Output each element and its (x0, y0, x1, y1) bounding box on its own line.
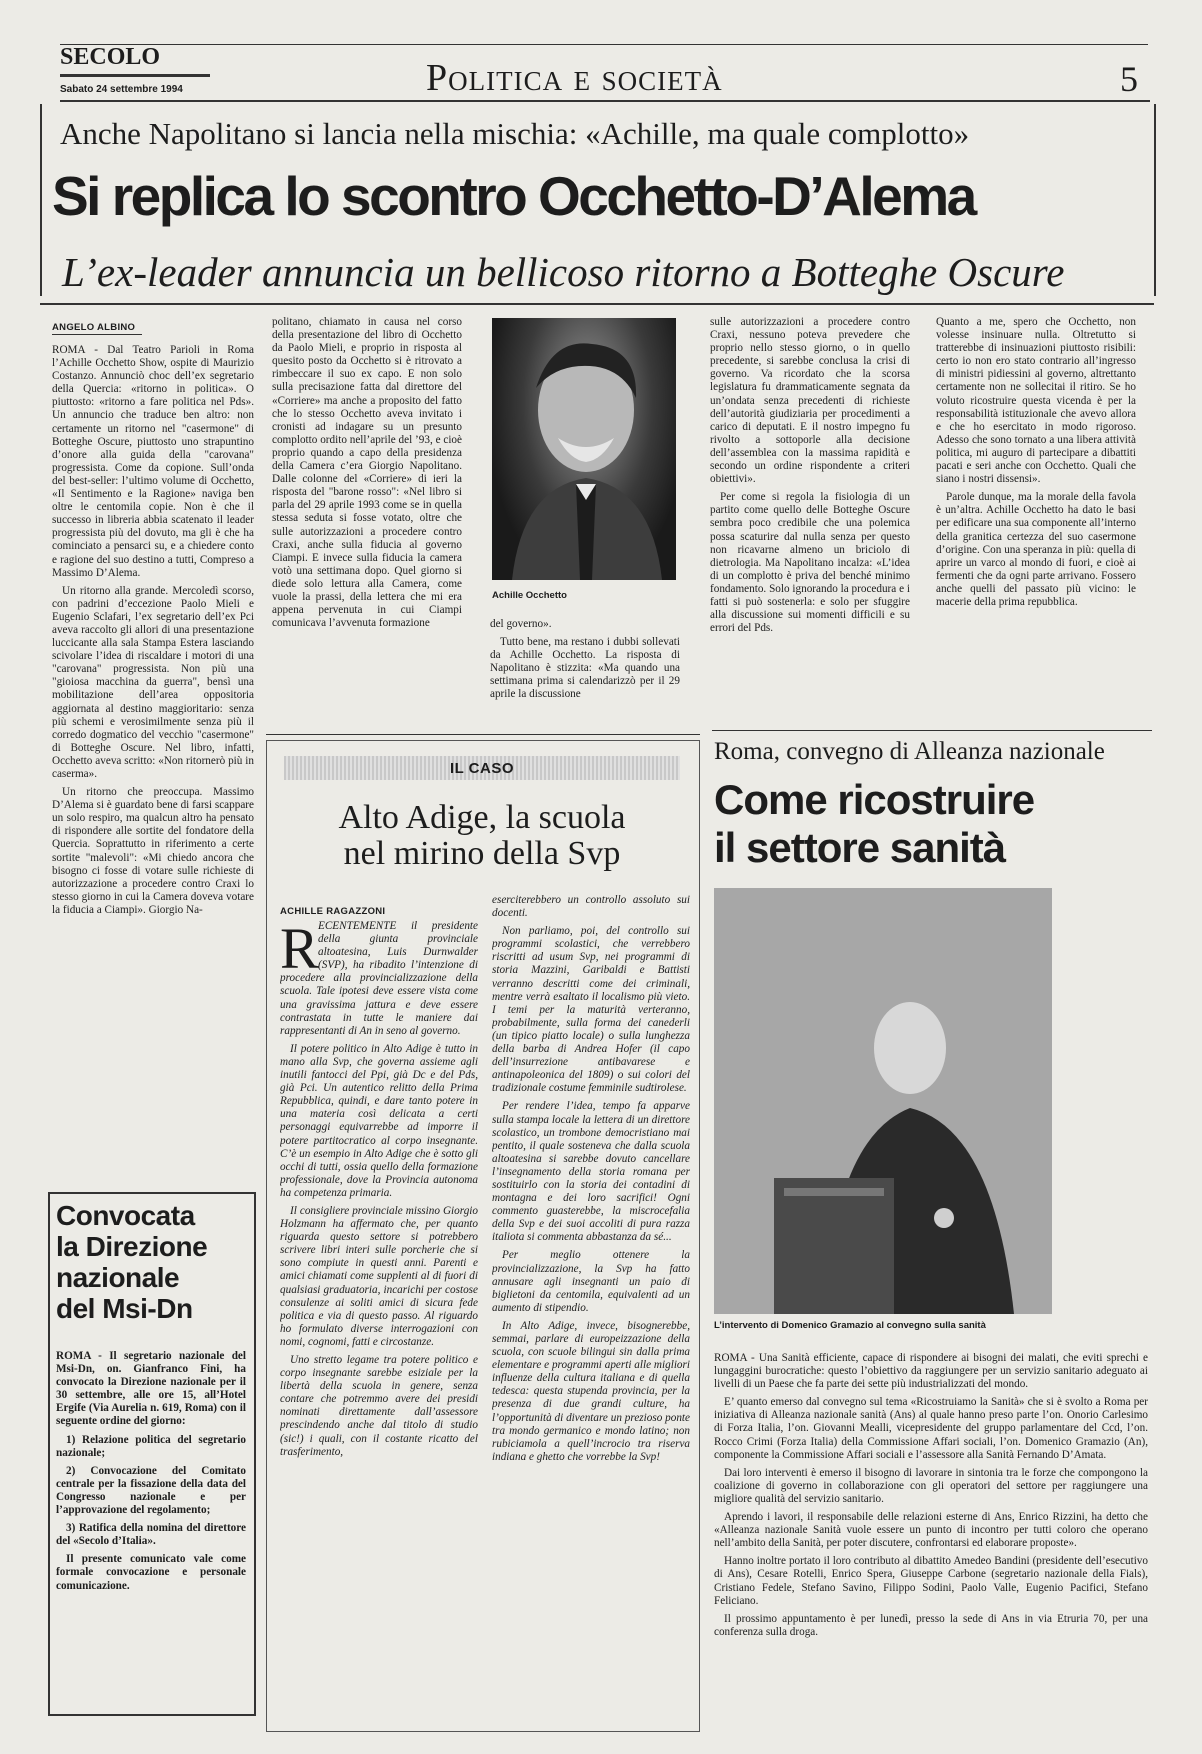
paper-name-underline (60, 74, 210, 77)
paragraph: Tutto bene, ma restano i dubbi sollevati da Achille Occhetto. La risposta di Napolitano è stizzita: «Ma quando una settimana prima si calendarizzò per il 29 aprile la discussione (490, 636, 680, 701)
page-number: 5 (1120, 59, 1138, 99)
main-headline: Si replica lo scontro Occhetto-D’Alema (52, 165, 975, 227)
msi-headline-line-3: nazionale (56, 1262, 180, 1293)
msi-headline-line-4: del Msi-Dn (56, 1293, 193, 1324)
paragraph: Dai loro interventi è emerso il bisogno di lavorare in sintonia tra le forze che compongono la coalizione di governo in collaborazione con gli operatori del settore per raggiungere una migliore qualità del servizio sanitario. (714, 1466, 1148, 1505)
issue-date: Sabato 24 settembre 1994 (60, 84, 183, 95)
paragraph: Per come si regola la fisiologia di un partito come quello delle Botteghe Oscure sembra poco credibile che una polemica possa scaturire dal nulla senza per questo non ricavarne almeno un briciolo di dietrologia. Ma Napolitano incalza: «L’idea di un complotto è priva del benché minimo fondamento. Solo ignorando la procedura e i fatti si può sostenerla: e solo per sfuggire alla discussione sui momenti difficili e su errori del Pds. (710, 491, 910, 635)
occhetto-caption: Achille Occhetto (492, 590, 567, 601)
msi-headline (56, 1200, 248, 1324)
caso-headline-line-1: Alto Adige, la scuola (338, 799, 626, 836)
msi-body (56, 1350, 246, 1704)
paper-name: SECOLO (60, 44, 161, 70)
main-subhead: L’ex-leader annuncia un bellicoso ritorno a Botteghe Oscure (62, 249, 1065, 295)
masthead-bottom-rule (60, 100, 1150, 102)
paragraph: sulle autorizzazioni a procedere contro Craxi, nessuno poteva prevedere che proprio nello stesso giorno, o in quello precedente, si sarebbe conclusa la crisi di governo. Va ricordato che la scorsa legislatura fu drammaticamente segnata da un’ondata senza precedenti di richieste dell’autorità giudiziaria per procedimenti a carico di deputati. E il nostro impegno fu rivolto a sottoporle alla decisione dell’assemblea con la massima rapidità e secondo un ordine rispondente a criteri obiettivi». (710, 316, 910, 486)
main-column-1 (52, 344, 254, 1016)
paragraph: Aprendo i lavori, il responsabile delle relazioni esterne di Ans, Enrico Rizzini, ha detto che «Alleanza nazionale Sanità vuole essere un punto di incontro per tutti coloro che operano nell’ambito della Sanità, per poter discutere, confrontarsi ed elaborare proposte». (714, 1511, 1148, 1550)
paragraph: Un ritorno alla grande. Mercoledì scorso, con padrini d’eccezione Paolo Mieli e Eugenio Sclafari, l’ex segretario dell’ex Pci aveva raccolto gli allori di una presentazione luccicante alla sala Stampa Estera lasciando scivolare l’idea di riscaldare i motori di una "carovana" progressista. Non più una "gioiosa macchina da guerra", bensì una mobilitazione dell’area oppositoria aggiornata al destino maggioritario: senza più schemi e verosimilmente senza più il corredo dogmatico del vecchio "casermone" di Botteghe Oscure. Nel libro, infatti, Occhetto aveva scritto: «Non ritornerò più in caserma». (52, 584, 254, 780)
paragraph: ROMA - Una Sanità efficiente, capace di rispondere ai bisogni dei malati, che eviti sprechi e lungaggini burocratiche: questo l’obiettivo da raggiungere per un servizio sanitario adeguato ai livelli di un Paese che fa parte dei sette più industrializzati del mondo. (714, 1352, 1148, 1391)
msi-item: Il presente comunicato vale come formale convocazione e personale comunicazione. (56, 1553, 246, 1592)
headline-rule (40, 303, 1154, 305)
msi-item: 3) Ratifica della nomina del direttore del «Secolo d’Italia». (56, 1522, 246, 1548)
portrait-illustration (492, 318, 676, 580)
msi-intro: ROMA - Il segretario nazionale del Msi-Dn, on. Gianfranco Fini, ha convocato la Direzione nazionale per il 30 settembre, alle ore 15, all’Hotel Ergife (Via Aurelia n. 619, Roma) con il seguente ordine del giorno: (56, 1350, 246, 1428)
paragraph: del governo». (490, 618, 552, 630)
paragraph: Il potere politico in Alto Adige è tutto in mano alla Svp, che governa assieme agli inutili fantocci del Ppi, già Dc e del Pds, già Pci. Un autentico relitto della Prima Repubblica, quindi, e dare tanto potere in una materia così delicata a certi personaggi equivarrebbe ad imporre il potere partitocratico al corpo insegnante. C’è un esempio in Alto Adige che è sotto gli occhi di tutti, ossia quello della formazione professionale, dove la Provincia autonoma ha competenza primaria. (280, 1042, 478, 1199)
msi-headline-line-1: Convocata (56, 1200, 195, 1231)
paragraph: Il prossimo appuntamento è per lunedì, presso la sede di Ans in via Etruria 70, per una conferenza sulla droga. (714, 1612, 1148, 1638)
paragraph: Hanno inoltre portato il loro contributo al dibattito Amedeo Bandini (presidente dell’esecutivo di Ans), Cesare Rotelli, Enrico Spera, Giuseppe Carbone (segretario nazionale della Fials), Cristiano Fedele, Stefano Savino, Filippo Sodini, Paolo Valle, Eugenio Pacifici, Stefano Feliciano. (714, 1555, 1148, 1607)
caso-headline (276, 800, 688, 872)
paragraph: Per rendere l’idea, tempo fa apparve sulla stampa locale la lettera di un direttore scolastico, un trombone democristiano mai pentito, il quale sosteneva che dalla scuola altoatesina si sarebbe dovuto cancellare l’insegnamento della storia romana per sostituirlo con la storia dei contadini di montagna e dei loro sacrifici! Ogni commento guasterebbe, la miscrocefalia della Svp e dei suoi accoliti di pura razza italiota si commenta abbastanza da sé... (492, 1100, 690, 1244)
main-column-4 (710, 316, 910, 726)
msi-headline-line-2: la Direzione (56, 1231, 208, 1262)
paragraph: ECENTEMENTE il presidente della giunta provinciale altoatesina, Luis Durnwalder (SVP), ha ribadito l’intenzione di procedere alla provincializzazione della scuola. Tale ipotesi deve essere vista come una gravissima jattura e deve essere contrastata in tutte le maniere dai rappresentanti di An in seno al governo. (280, 920, 478, 1037)
an-headline-line-1: Come ricostruire (714, 776, 1035, 823)
gramazio-photo (714, 888, 1052, 1314)
an-headline-line-2: il settore sanità (714, 824, 1006, 871)
paragraph: politano, chiamato in causa nel corso della presentazione del libro di Occhetto da Paolo Mieli, e proprio in risposta al quesito posto da Occhetto si è ritrovato a rimbeccare il suo ex capo. E non solo sulla precisazione fatta dal direttore del «Corriere» ma anche a proposito del fatto che lo stesso Occhetto aveva invitato i cronisti ad indagare su un presunto complotto ordito nell’aprile del ’93, e cioè proprio quando a capo della presidenza della Camera c’era Giorgio Napolitano. Dalle colonne del «Corriere» di ieri la risposta del "barone rosso": «Nel libro si parla del 29 aprile 1993 come se in quella stessa seduta si fosse votato, oltre che sulle autorizzazioni a procedere contro Craxi, anche sulla fiducia al governo Ciampi. E invece sulla fiducia la camera votò una settimana dopo. Quel giorno si diede solo lettura alla Camera, come vuole la prassi, della lettera che mi era appena pervenuta in cui Ciampi comunicava l’avvenuta formazione (272, 316, 462, 630)
paragraph: Per meglio ottenere la provincializzazione, la Svp ha fatto annusare agli insegnanti un paio di biglietoni da centomila, equivalenti ad un aumento di stipendio. (492, 1249, 690, 1314)
main-column-3 (490, 618, 680, 728)
main-byline: ANGELO ALBINO (52, 322, 136, 333)
paragraph: Uno stretto legame tra potere politico e corpo insegnante sarebbe esiziale per la libertà della scuola in genere, senza contare che potremmo avere dei presidi nominati direttamente dall’assessore prescindendo anche dal titolo di studio (sic!) i quali, con il costante ricatto del trasferimento, (280, 1354, 478, 1458)
occhetto-photo (492, 318, 676, 580)
an-body (714, 1352, 1148, 1724)
paragraph: Un ritorno che preoccupa. Massimo D’Alema si è guardato bene di farsi scappare un solo respiro, ma qualcun altro ha pensato di rispondere alle sortite del fondatore della Quercia. Soprattutto in riferimento a certe sortite "malevoli": «Mi chiedo ancora che bisogno ci fosse di votare sulle richieste di autorizzazione a procedere contro Craxi lo stesso giorno in cui la Camera doveva votare la fiducia a Ciampi». Giorgio Na- (52, 786, 254, 916)
caso-headline-line-2: nel mirino della Svp (343, 835, 621, 872)
convention-illustration (714, 888, 1052, 1314)
caso-label: IL CASO (449, 760, 515, 777)
paragraph: Parole dunque, ma la morale della favola è un’altra. Achille Occhetto ha dato le basi per edificare una sua componente all’interno della granitica certezza del suo casermone d’origine. Con una speranza in più: quella di aprire un varco al mondo di fuori, e cioè ai fermenti che da ogni parte arrivano. Fossero anche quelli del passato più vicino: le macerie della prima repubblica. (936, 491, 1136, 608)
main-column-5 (936, 316, 1136, 726)
an-kicker: Roma, convegno di Alleanza nazionale (714, 738, 1105, 765)
paragraph: eserciterebbero un controllo assoluto sui docenti. (492, 894, 690, 920)
main-column-2 (272, 316, 462, 726)
an-headline (714, 776, 1034, 872)
caso-byline: ACHILLE RAGAZZONI (280, 906, 386, 917)
caso-dropcap: R (280, 916, 319, 981)
paragraph: Non parliamo, poi, del controllo sui programmi scolastici, che verrebbero riscritti ad usum Svp, nei programmi di storia Mazzini, Garibaldi e Battisti verranno descritti come dei criminali, mentre verrà esaltato il localismo più vieto. I temi per la maturità verteranno, probabilmente, sulla forma dei canederli (un tipico piatto locale) o sulla lunghezza della barba di Andrea Hofer (il capo dell’insurrezione antibavarese e antinapoleonica del 1809) o sui colori del tradizionale costume femminile sudtirolese. (492, 925, 690, 1095)
caso-column-1 (280, 916, 478, 1720)
msi-item: 1) Relazione politica del segretario nazionale; (56, 1433, 246, 1459)
msi-item: 2) Convocazione del Comitato centrale per la fissazione della data del Congresso nazionale e per l’approvazione del regolamento; (56, 1464, 246, 1517)
byline-underline (52, 334, 142, 335)
caso-column-2 (492, 894, 690, 1720)
gramazio-caption: L’intervento di Domenico Gramazio al convegno sulla sanità (714, 1320, 986, 1331)
paragraph: ROMA - Dal Teatro Parioli in Roma l’Achille Occhetto Show, ospite di Maurizio Costanzo. Annunciò choc dell’ex segretario della Quercia: «ritorno in politica». O piuttosto: «ritorno a fare politica nel Pds». Un annuncio che traduce ben altro: non certamente un ritorno nel "casermone" di Botteghe Oscure, piuttosto uno strapuntino d’onore alla guida della "carovana" progressista. Come da copione. Sull’onda del best-seller: l’ultimo volume di Occhetto, «Il Sentimento e la Ragione» naviga ben oltre le centomila copie. Non è che il successo in libreria abbia scatenato il leader progressista più del dovuto, ma gli è che ha cominciato a pensarci su, e a chiedere conto e ragione del suo destino a tutti, Compreso a Massimo D’Alema. (52, 344, 254, 579)
paragraph: Il consigliere provinciale missino Giorgio Holzmann ha affermato che, per quanto riguarda questo settore si potrebbero scrivere libri interi sulle porcherie che si sono compiute in questi anni. Parenti e amici chiamati come supplenti al di fuori di qualsiasi graduatoria, incarichi per costose consulenze ai soliti amici di sicura fede politica e via di questo passo. Al riguardo ho formulato diverse interrogazioni con nomi, cognomi, fatti e circostanze. (280, 1204, 478, 1348)
main-kicker: Anche Napolitano si lancia nella mischia: «Achille, ma quale complotto» (60, 116, 970, 151)
paragraph: In Alto Adige, invece, bisognerebbe, semmai, parlare di europeizzazione della scuola, con scuole bilingui sin dalla prima elementare e programmi aperti alle migliori influenze della cultura italiana e di quella tedesca: questa stupenda provincia, per la presenza di due grandi culture, ha l’opportunità di diventare un prezioso ponte tra mondo germanico e mondo latino; non rubiciamola a quell’incrocio tra riserva indiana e ghetto che vorrebbe la Svp! (492, 1319, 690, 1463)
paragraph: E’ quanto emerso dal convegno sul tema «Ricostruiamo la Sanità» che si è svolto a Roma per iniziativa di Alleanza nazionale sanità (Ans) al quale hanno preso parte l’on. Onorio Carlesimo di Forza Italia, l’on. Giovanni Mealli, vicepresidente del gruppo parlamentare del Ccd, l’on. Rocco Crimi (Forza Italia) della Commissione Affari sociali, l’on. Domenico Gramazio (An), componente la Commissione Affari sociali e l’assessore alla Sanità Fernando D’Amata. (714, 1396, 1148, 1461)
an-top-rule (712, 730, 1152, 731)
caso-top-rule (266, 734, 700, 735)
masthead-top-rule (60, 44, 1148, 45)
paragraph: Quanto a me, spero che Occhetto, non volesse insinuare nulla. Oltretutto si tratterebbe di insinuazioni piuttosto risibili: certo io non ero stato contrario all’ingresso di ministri pidiessini al governo, altrettanto certamente non ne sollecitai il ritiro. Se ho voluto ricostruire questa vicenda è per la responsabilità istituzionale che avevo allora e che ho esercitato in modo rigoroso. Adesso che sono tornato a una libera attività politica, mi auguro di partecipare a dibattiti pacati e seri anche con Occhetto. Quali che siano i nostri dissensi». (936, 316, 1136, 486)
section-title: Politica e società (426, 57, 723, 99)
